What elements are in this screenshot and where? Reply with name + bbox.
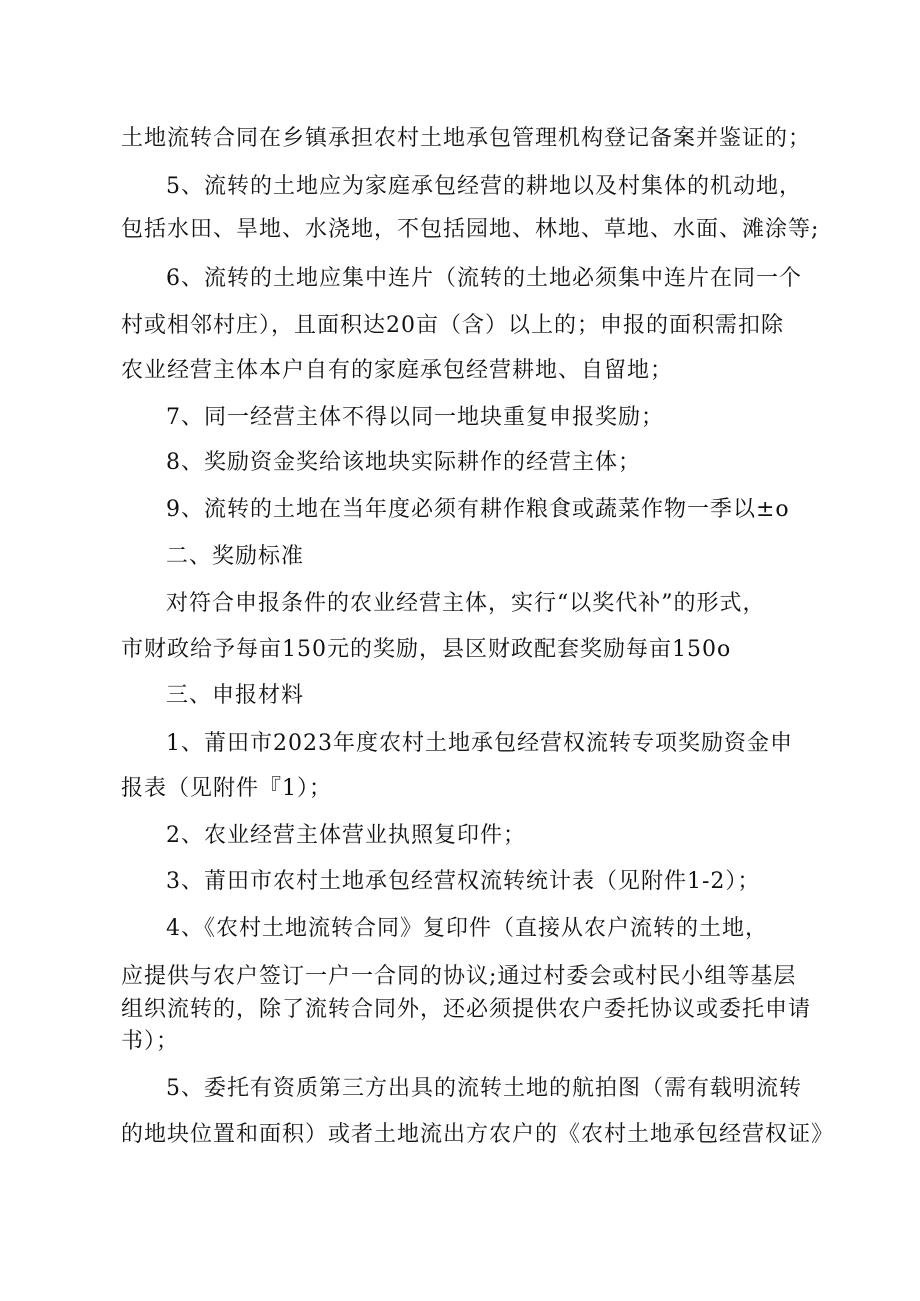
text-line: 农业经营主体本户自有的家庭承包经营耕地、自留地； <box>121 358 674 383</box>
text-line: 应提供与农户签订一户一合同的协议;通过村委会或村民小组等基层 <box>121 964 797 989</box>
text-line: 7、同一经营主体不得以同一地块重复申报奖励； <box>166 405 664 430</box>
text-line: 书）； <box>121 1029 180 1054</box>
text-line: 2、农业经营主体营业执照复印件； <box>166 823 526 848</box>
text-line: 村或相邻村庄），且面积达20亩（含）以上的；申报的面积需扣除 <box>121 313 784 338</box>
text-line: 6、流转的土地应集中连片（流转的土地必须集中连片在同一个 <box>166 266 802 291</box>
section-heading: 三、申报材料 <box>166 683 305 708</box>
text-line: 5、委托有资质第三方出具的流转土地的航拍图（需有载明流转 <box>166 1076 802 1101</box>
text-line: 4、《农村土地流转合同》复印件（直接从农户流转的土地， <box>166 916 768 941</box>
text-line: 组织流转的，除了流转合同外，还必须提供农户委托协议或委托申请 <box>121 997 812 1022</box>
text-line: 8、奖励资金奖给该地块实际耕作的经营主体； <box>166 450 641 475</box>
text-line: 5、流转的土地应为家庭承包经营的耕地以及村集体的机动地， <box>166 174 802 199</box>
text-line: 土地流转合同在乡镇承担农村土地承包管理机构登记备案并鉴证的； <box>121 126 812 151</box>
section-heading: 二、奖励标准 <box>166 544 305 569</box>
text-line: 市财政给予每亩150元的奖励，县区财政配套奖励每亩150o <box>121 637 732 662</box>
text-line: 9、流转的土地在当年度必须有耕作粮食或蔬菜作物一季以±o <box>166 497 790 522</box>
text-line: 的地块位置和面积）或者土地流出方农户的《农村土地承包经营权证》 <box>121 1122 835 1147</box>
text-line: 3、莆田市农村土地承包经营权流转统计表（见附件1-2）； <box>166 869 761 894</box>
text-line: 对符合申报条件的农业经营主体，实行“以奖代补”的形式， <box>166 591 766 616</box>
text-line: 包括水田、旱地、水浇地，不包括园地、林地、草地、水面、滩涂等; <box>121 217 820 242</box>
text-line: 1、莆田市2023年度农村土地承包经营权流转专项奖励资金申 <box>166 731 793 756</box>
text-line: 报表（见附件『1）； <box>121 776 332 801</box>
